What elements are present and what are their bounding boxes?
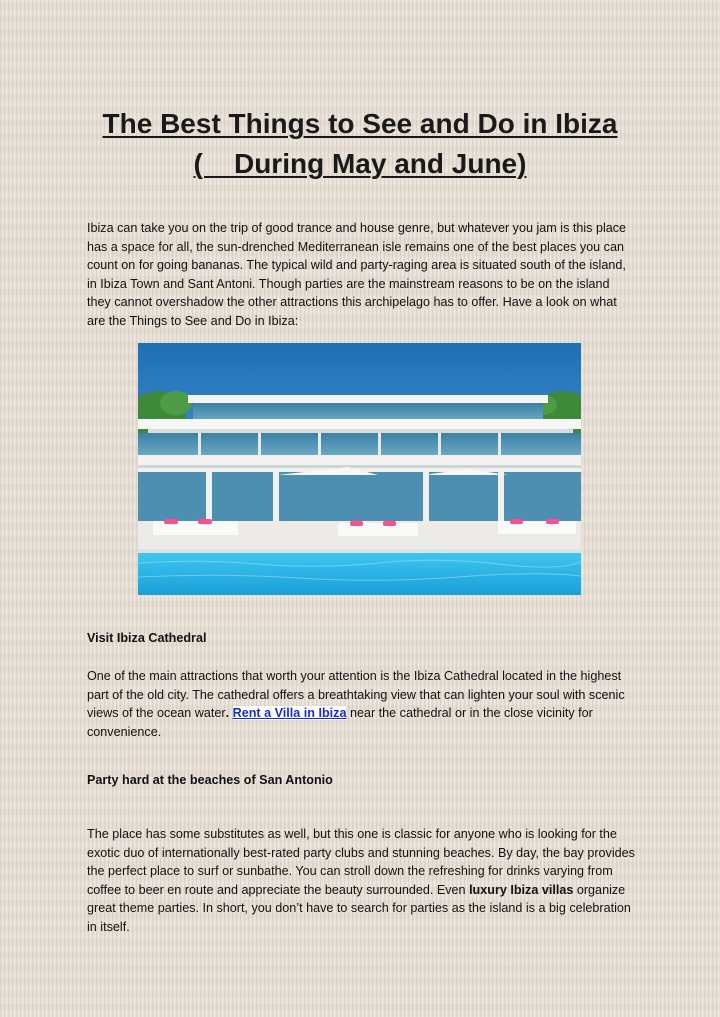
title-line-2: ( During May and June) xyxy=(193,148,527,179)
section-heading-san-antonio: Party hard at the beaches of San Antonio xyxy=(87,773,333,787)
san-antonio-text: The place has some substitutes as well, but this one is classic for anyone who is looking for the exotic duo of internationally best-rated party clubs and stunning beaches. By day, the bay provides the perfect place to surf or sunbathe. You can stroll down the refreshing for drinks varying from coffee to beer en route and appreciate the beauty surrounded. Even xyxy=(87,827,635,897)
cathedral-text: One of the main attractions that worth your attention is the Ibiza Cathedral located in the highest part of the old city. The cathedral offers a breathtaking view that can lighten your soul with scenic views of the ocean water xyxy=(87,669,625,720)
san-antonio-paragraph xyxy=(87,825,635,936)
villa-pool-photo xyxy=(138,343,581,595)
title-line-1: The Best Things to See and Do in Ibiza xyxy=(102,108,618,139)
rent-villa-link[interactable]: Rent a Villa in Ibiza xyxy=(232,706,347,720)
cathedral-text-after: near the cathedral or in the close vicinity for convenience. xyxy=(87,706,593,739)
san-antonio-text-after: organize great theme parties. In short, you don’t have to search for parties as the island is a big celebration in itself. xyxy=(87,882,631,934)
bold-period: . xyxy=(225,706,230,720)
page-title xyxy=(60,104,660,184)
intro-paragraph: Ibiza can take you on the trip of good trance and house genre, but whatever you jam is this place has a space for all, the sun-drenched Mediterranean isle remains one of the best places you can count on for going bananas. The typical wild and party-raging area is situated south of the island, in Ibiza Town and Sant Antoni. Though parties are the mainstream reasons to be on the island they cannot overshadow the other attractions this archipelago has to offer. Have a look on what are the Things to See and Do in Ibiza: xyxy=(87,221,627,328)
cathedral-paragraph xyxy=(87,667,635,741)
section-heading-cathedral: Visit Ibiza Cathedral xyxy=(87,631,207,645)
luxury-villas-bold: luxury Ibiza villas xyxy=(469,882,574,897)
